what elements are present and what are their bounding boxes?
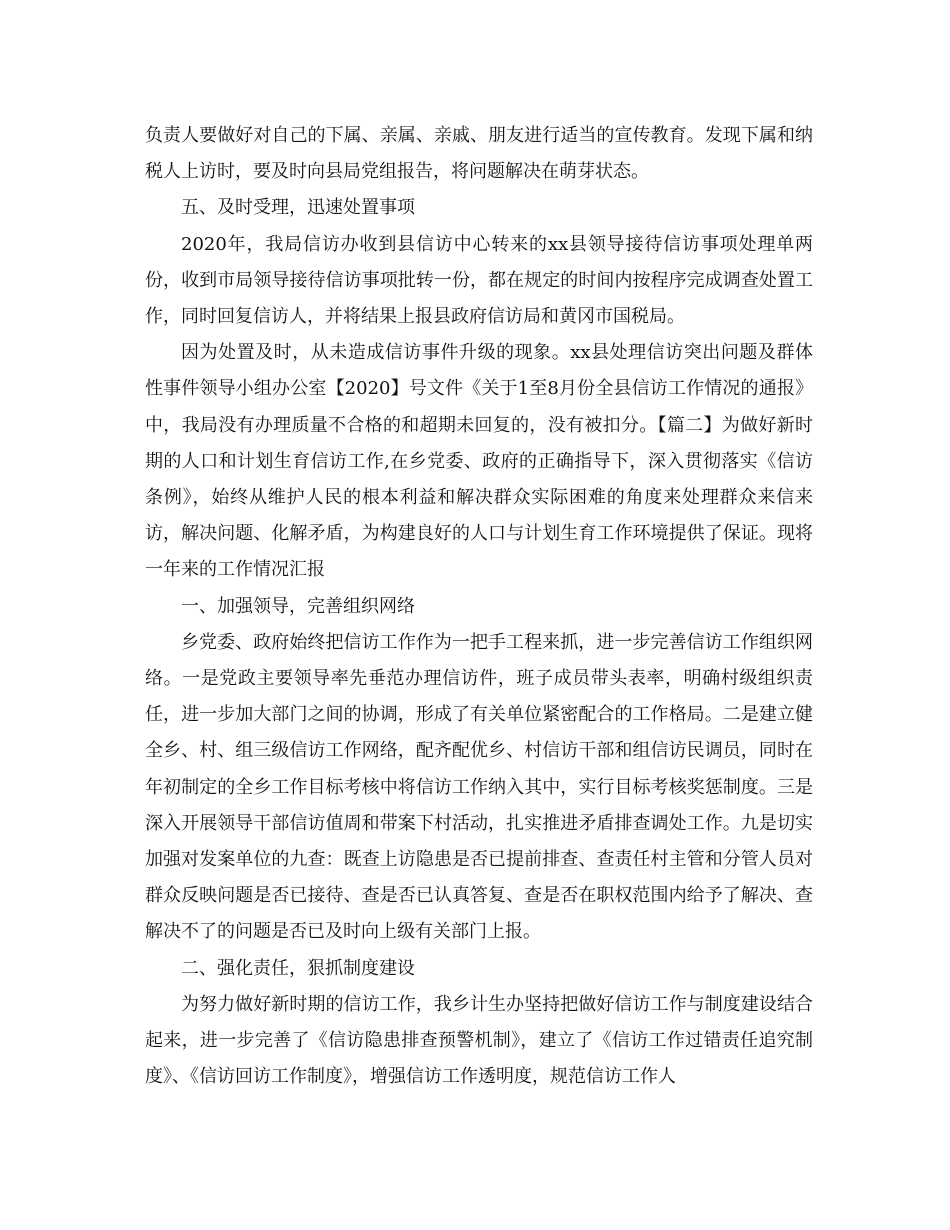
paragraph-system-building: 为努力做好新时期的信访工作，我乡计生办坚持把做好信访工作与制度建设结合起来，进一步完善了《信访隐患排查预警机制》，建立了《信访工作过错责任追究制度》、《信访回访工作制度》，增强信访工作透明度，规范信访工作人 (145, 993, 813, 1088)
section-heading-two: 二、强化责任，狠抓制度建设 (181, 957, 415, 979)
section-heading-five: 五、及时受理，迅速处置事项 (181, 197, 415, 219)
document-body (145, 118, 813, 1095)
paragraph-2020-handling: 2020年，我局信访办收到县信访中心转来的xx县领导接待信访事项处理单两份，收到市局领导接待信访事项批转一份，都在规定的时间内按程序完成调查处置工作，同时回复信访人，并将结果上报县政府信访局和黄冈市国税局。 (145, 233, 813, 328)
paragraph-leadership-network: 乡党委、政府始终把信访工作作为一把手工程来抓，进一步完善信访工作组织网络。一是党政主要领导率先垂范办理信访件，班子成员带头表率，明确村级组织责任，进一步加大部门之间的协调，形成了有关单位紧密配合的工作格局。二是建立健全乡、村、组三级信访工作网络，配齐配优乡、村信访干部和组信访民调员，同时在年初制定的全乡工作目标考核中将信访工作纳入其中，实行目标考核奖惩制度。三是深入开展领导干部信访值周和带案下村活动，扎实推进矛盾排查调处工作。九是切实加强对发案单位的九查：既查上访隐患是否已提前排查、查责任村主管和分管人员对群众反映问题是否已接待、查是否已认真答复、查是否在职权范围内给予了解决、查解决不了的问题是否已及时向上级有关部门上报。 (145, 631, 813, 943)
section-heading-one: 一、加强领导，完善组织网络 (181, 595, 415, 617)
paragraph-timely-disposal: 因为处置及时，从未造成信访事件升级的现象。xx县处理信访突出问题及群体性事件领导小组办公室【2020】号文件《关于1至8月份全县信访工作情况的通报》中，我局没有办理质量不合格的和超期未回复的，没有被扣分。【篇二】为做好新时期的人口和计划生育信访工作,在乡党委、政府的正确指导下，深入贯彻落实《信访条例》，始终从维护人民的根本利益和解决群众实际困难的角度来处理群众来信来访，解决问题、化解矛盾，为构建良好的人口与计划生育工作环境提供了保证。现将一年来的工作情况汇报 (145, 342, 813, 581)
paragraph-continuation: 负责人要做好对自己的下属、亲属、亲戚、朋友进行适当的宣传教育。发现下属和纳税人上访时，要及时向县局党组报告，将问题解决在萌芽状态。 (145, 125, 813, 183)
